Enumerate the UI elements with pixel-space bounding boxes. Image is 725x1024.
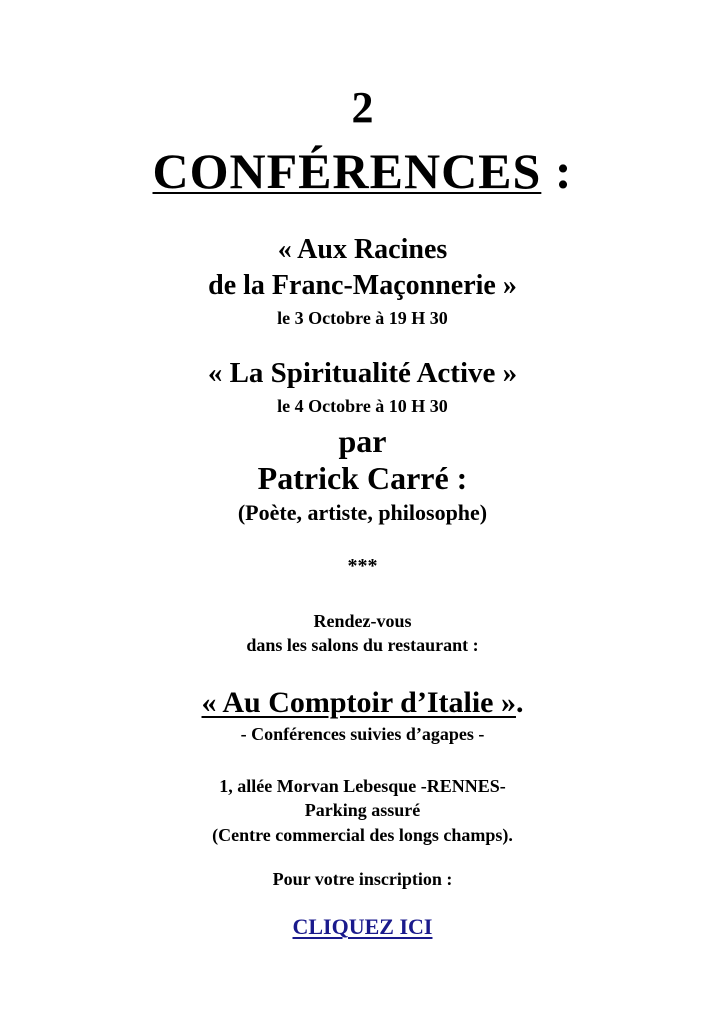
talk1-date: le 3 Octobre à 19 H 30 — [277, 308, 448, 328]
page-title-colon: : — [541, 143, 573, 199]
registration-prompt: Pour votre inscription : — [272, 869, 453, 889]
address-line2: Parking assuré — [304, 800, 421, 820]
separator: *** — [347, 555, 378, 577]
talk2-date: le 4 Octobre à 10 H 30 — [277, 396, 448, 416]
speaker-by: par — [338, 423, 387, 459]
venue-intro-line2: dans les salons du restaurant : — [246, 635, 479, 655]
conference-count: 2 — [351, 83, 374, 132]
talk1-title-line1: « Aux Racines — [277, 234, 448, 265]
restaurant-name-text: « Au Comptoir d’Italie » — [201, 686, 516, 719]
page-title-text: CONFÉRENCES — [152, 143, 542, 199]
restaurant-name — [0, 688, 725, 718]
speaker-role: (Poète, artiste, philosophe) — [237, 500, 488, 525]
speaker-name: Patrick Carré : — [257, 460, 468, 496]
venue-note: - Conférences suivies d’agapes - — [240, 724, 485, 744]
talk2-title: « La Spiritualité Active » — [207, 357, 518, 389]
register-link[interactable]: CLIQUEZ ICI — [292, 914, 433, 939]
address-line1: 1, allée Morvan Lebesque -RENNES- — [219, 776, 506, 796]
restaurant-name-period: . — [515, 686, 524, 719]
venue-intro-line1: Rendez-vous — [313, 611, 412, 631]
registration-link-row — [0, 916, 725, 938]
address-line3: (Centre commercial des longs champs). — [212, 825, 513, 845]
page-title — [0, 143, 725, 199]
talk1-title-line2: de la Franc-Maçonnerie » — [208, 270, 517, 301]
